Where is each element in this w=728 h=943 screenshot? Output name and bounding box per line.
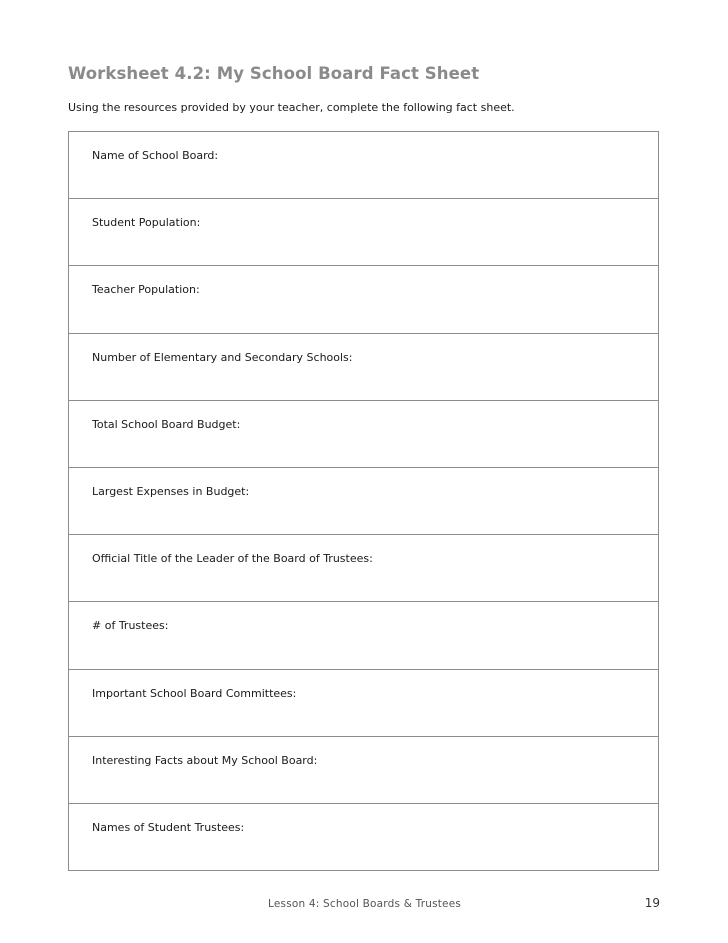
field-label: Important School Board Committees: xyxy=(92,686,297,700)
instructions-text: Using the resources provided by your teacher, complete the following fact sheet. xyxy=(68,101,515,114)
field-label: Teacher Population: xyxy=(92,283,200,297)
field-row-interesting-facts[interactable] xyxy=(69,737,658,804)
worksheet-title: Worksheet 4.2: My School Board Fact Sheet xyxy=(68,64,480,83)
field-row-number-of-schools[interactable] xyxy=(69,334,658,401)
footer-lesson-title: Lesson 4: School Boards & Trustees xyxy=(268,898,462,910)
field-row-total-budget[interactable] xyxy=(69,401,658,468)
field-label: Number of Elementary and Secondary Schools: xyxy=(92,350,353,364)
field-label: Student Population: xyxy=(92,216,201,230)
field-row-leader-title[interactable] xyxy=(69,535,658,602)
field-label: Official Title of the Leader of the Board of Trustees: xyxy=(92,552,373,566)
field-label: Names of Student Trustees: xyxy=(92,820,245,834)
field-row-committees[interactable] xyxy=(69,670,658,737)
field-row-student-trustees[interactable] xyxy=(69,804,658,870)
page-number: 19 xyxy=(644,896,660,910)
field-row-school-board-name[interactable] xyxy=(69,132,658,199)
field-label: Interesting Facts about My School Board: xyxy=(92,753,318,767)
field-label: Largest Expenses in Budget: xyxy=(92,484,250,498)
fact-sheet-table xyxy=(68,131,659,871)
field-label: Name of School Board: xyxy=(92,149,219,162)
field-row-largest-expenses[interactable] xyxy=(69,468,658,535)
field-row-teacher-population[interactable] xyxy=(69,266,658,333)
field-label: Total School Board Budget: xyxy=(92,417,241,431)
field-row-student-population[interactable] xyxy=(69,199,658,266)
field-row-number-of-trustees[interactable] xyxy=(69,602,658,669)
field-label: # of Trustees: xyxy=(92,619,169,633)
